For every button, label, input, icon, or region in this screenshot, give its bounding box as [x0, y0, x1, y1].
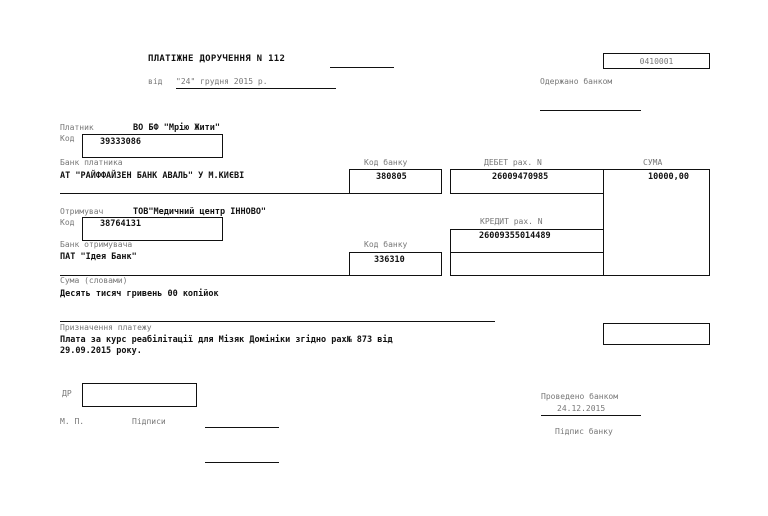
payer-code: 39333086 [100, 137, 141, 147]
purpose-side-box [603, 323, 710, 345]
recipient-bank-name: ПАТ "Ідея Банк" [60, 252, 137, 262]
signatures-label: Підписи [132, 417, 166, 426]
payer-label: Платник [60, 123, 94, 132]
credit-label: КРЕДИТ рах. N [480, 217, 543, 226]
amount-words: Десять тисяч гривень 00 копійок [60, 289, 219, 299]
sum-bottom-line [603, 275, 710, 276]
recipient-code: 38764131 [100, 219, 141, 229]
doc-code-box [603, 53, 710, 69]
dr-label: ДР [62, 389, 72, 398]
recipient-label: Отримувач [60, 207, 104, 216]
purpose-line-2: 29.09.2015 року. [60, 346, 142, 356]
doc-code: 0410001 [639, 57, 674, 66]
processed-date: 24.12.2015 [557, 404, 606, 413]
document-date: "24" грудня 2015 р. [176, 77, 268, 86]
recipient-bank-code: 336310 [374, 255, 405, 265]
sum-top-line [603, 169, 710, 170]
credit-account: 26009355014489 [479, 231, 551, 241]
payer-name: ВО БФ "Мрію Жити" [133, 123, 220, 133]
payer-bank-line [60, 193, 350, 194]
recipient-account-box [450, 252, 604, 276]
payer-bank-name: АТ "РАЙФФАЙЗЕН БАНК АВАЛЬ" У М.КИЄВІ [60, 171, 245, 181]
sum-value: 10000,00 [648, 172, 689, 182]
processed-line [541, 415, 641, 416]
document-title: ПЛАТІЖНЕ ДОРУЧЕННЯ N 112 [148, 54, 286, 64]
debit-account: 26009470985 [492, 172, 549, 182]
signature-line-1 [205, 427, 279, 428]
purpose-top-line [60, 321, 495, 322]
purpose-label: Призначення платежу [60, 323, 152, 332]
dr-box [82, 383, 197, 407]
signature-line-2 [205, 462, 279, 463]
sum-right-line [709, 169, 710, 275]
recipient-name: ТОВ"Медичний центр ІННОВО" [133, 207, 267, 217]
debit-label: ДЕБЕТ рах. N [484, 158, 542, 167]
purpose-line-1: Плата за курс реабілітації для Мізяк Домініки згідно рах№ 873 від [60, 335, 393, 345]
recipient-code-label: Код [60, 218, 75, 227]
date-prefix: від [148, 77, 163, 86]
recipient-bank-code-label: Код банку [364, 240, 408, 249]
title-underline [330, 67, 394, 68]
bank-signature-label: Підпис банку [555, 427, 613, 436]
date-underline [176, 88, 336, 89]
received-label: Одержано банком [540, 77, 613, 86]
payer-bank-code: 380805 [376, 172, 407, 182]
amount-words-label: Сума (словами) [60, 276, 128, 285]
received-line [540, 110, 641, 111]
mp-label: М. П. [60, 417, 85, 426]
payer-bank-label: Банк платника [60, 158, 123, 167]
payer-bank-code-label: Код банку [364, 158, 408, 167]
recipient-bank-label: Банк отримувача [60, 240, 133, 249]
sum-label: СУМА [643, 158, 663, 167]
payer-code-label: Код [60, 134, 75, 143]
processed-label: Проведено банком [541, 392, 619, 401]
